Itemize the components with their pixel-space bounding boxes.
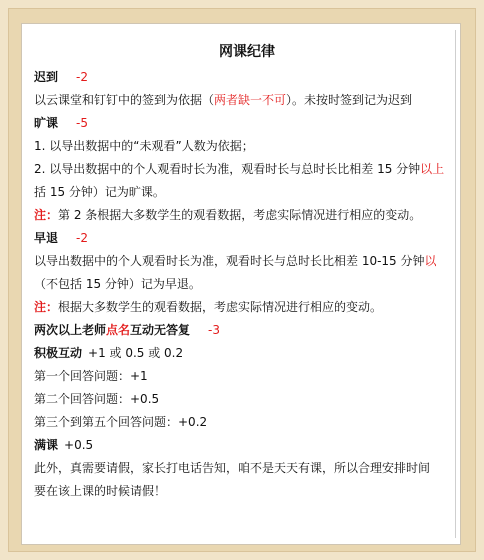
late-text-b: ）。未按时签到记为迟到	[286, 93, 413, 107]
late-text-emphasis: 两者缺一不可	[214, 93, 287, 107]
document-content	[34, 38, 460, 503]
absent-item-1: 1. 以导出数据中的“未观看”人数为依据；	[34, 139, 254, 153]
document-page	[22, 24, 460, 544]
active-q3: 第三个到第五个回答问题：+0.2	[34, 415, 208, 429]
absent-item-2-emphasis: 以上	[420, 162, 445, 176]
no-answer-heading-a: 两次以上老师	[34, 323, 107, 337]
early-leave-rule	[34, 250, 460, 273]
early-leave-text: 以导出数据中的个人观看时长为准，观看时长与总时长比相差 10-15 分钟	[34, 254, 425, 268]
no-answer-heading-b: 互动无答复	[130, 323, 191, 337]
early-leave-rule-continued: （不包括 15 分钟）记为早退。	[34, 277, 201, 291]
early-leave-section-heading	[34, 227, 460, 250]
early-leave-note-text: 根据大多数学生的观看数据，考虑实际情况进行相应的变动。	[58, 300, 383, 314]
early-leave-note-label: 注：	[34, 300, 59, 314]
absent-item-2	[34, 158, 460, 181]
late-rule	[34, 89, 460, 112]
closing-line-1: 此外，真需要请假，家长打电话告知，咱不是天天有课，所以合理安排时间	[34, 461, 431, 475]
outer-frame	[8, 8, 476, 552]
active-q1: 第一个回答问题：+1	[34, 369, 148, 383]
early-leave-heading: 早退	[34, 231, 59, 245]
late-section-heading	[34, 66, 460, 89]
full-heading: 满课	[34, 438, 59, 452]
active-heading: 积极互动	[34, 346, 83, 360]
active-section-heading	[34, 342, 460, 365]
late-heading: 迟到	[34, 70, 59, 84]
absent-item-2-continued: 括 15 分钟）记为旷课。	[34, 185, 165, 199]
absent-heading: 旷课	[34, 116, 59, 130]
page-title: 网课纪律	[219, 44, 275, 60]
absent-note	[34, 204, 460, 227]
active-values: +1 或 0.5 或 0.2	[88, 346, 184, 360]
full-section-heading	[34, 434, 460, 457]
active-q2: 第二个回答问题：+0.5	[34, 392, 160, 406]
late-penalty: -2	[76, 70, 88, 84]
absent-item-2-text: 2. 以导出数据中的个人观看时长为准，观看时长与总时长比相差 15 分钟	[34, 162, 421, 176]
absent-note-label: 注：	[34, 208, 59, 222]
early-leave-penalty: -2	[76, 231, 88, 245]
no-answer-penalty: -3	[208, 323, 221, 337]
no-answer-heading	[34, 319, 460, 342]
closing-line-2: 要在该上课的时候请假！	[34, 484, 167, 498]
no-answer-heading-emphasis: 点名	[106, 323, 131, 337]
full-value: +0.5	[64, 438, 94, 452]
absent-penalty: -5	[76, 116, 88, 130]
early-leave-note	[34, 296, 460, 319]
early-leave-emphasis: 以	[424, 254, 437, 268]
absent-section-heading	[34, 112, 460, 135]
late-text-a: 以云课堂和钉钉中的签到为依据（	[34, 93, 215, 107]
absent-note-text: 第 2 条根据大多数学生的观看数据，考虑实际情况进行相应的变动。	[58, 208, 422, 222]
